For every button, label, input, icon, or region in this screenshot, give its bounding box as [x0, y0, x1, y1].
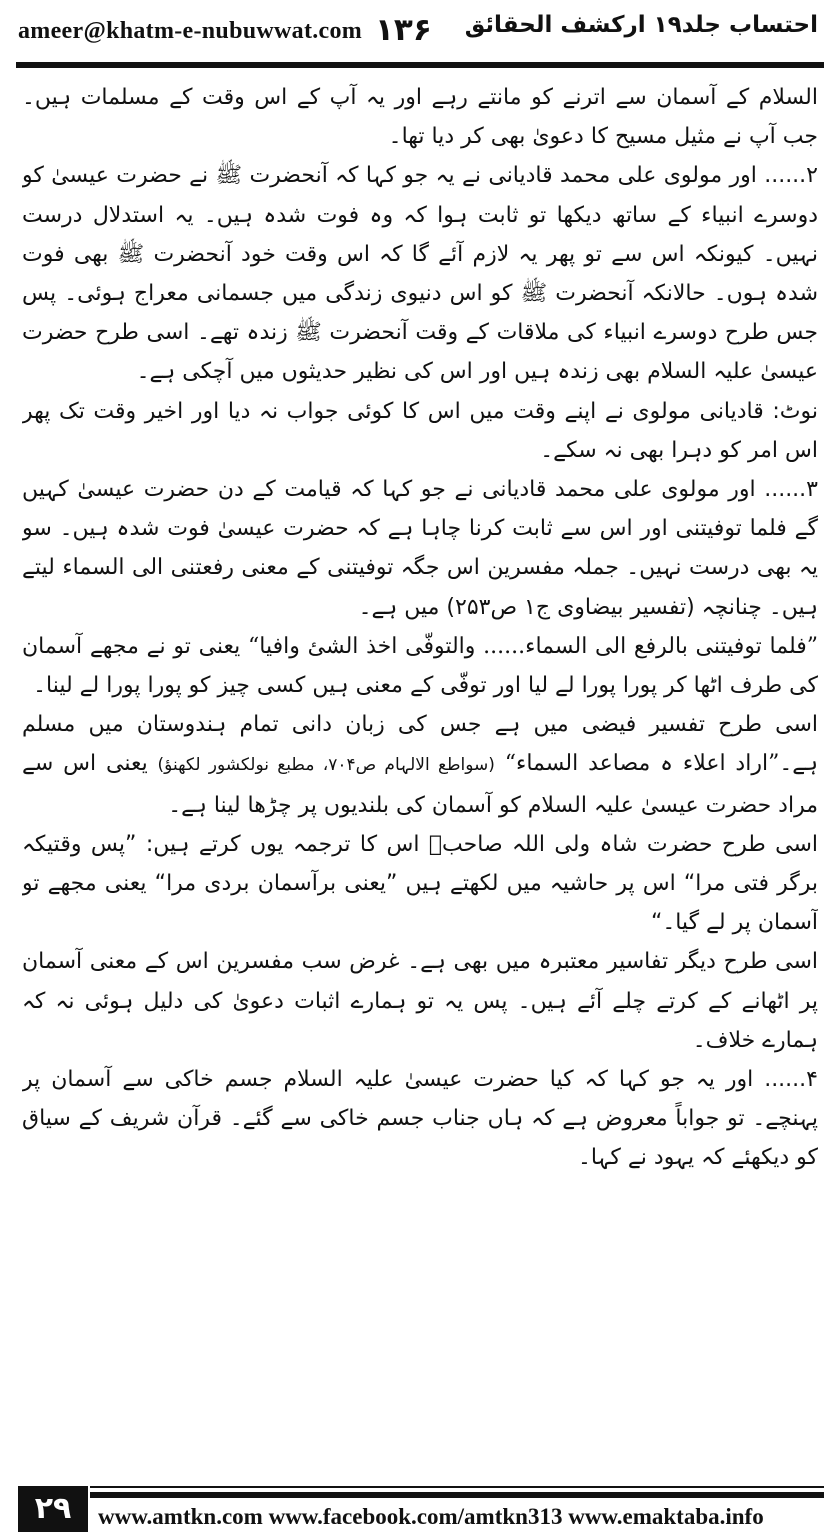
page-header — [0, 0, 840, 60]
footer-divider — [90, 1492, 824, 1498]
paragraph: ۴...... اور یہ جو کہا کہ کیا حضرت عیسیٰ علیہ السلام جسم خاکی سے آسمان پر پہنچے۔ تو جواباً معروض ہے کہ ہاں جناب جسم خاکی سے گئے۔ قرآن شریف کے سیاق کو دیکھئے کہ یہود نے کہا۔ — [22, 1067, 818, 1171]
paragraph: السلام کے آسمان سے اترنے کو مانتے رہے اور یہ آپ کے اس وقت کے مسلمات ہیں۔ جب آپ نے مثیل مسیح کا دعویٰ بھی کر دیا تھا۔ — [22, 85, 818, 150]
citation: (سواطع الالہام ص۷۰۴، مطبع نولکشور لکھنؤ) — [157, 755, 495, 776]
paragraph: ۲...... اور مولوی علی محمد قادیانی نے یہ جو کہا کہ آنحضرت ﷺ نے حضرت عیسیٰ کو دوسرے انبیاء کے ساتھ دیکھا تو ثابت ہوا کہ وہ فوت شدہ ہیں۔ یہ استدلال درست نہیں۔ کیونکہ اس سے تو پھر یہ لازم آئے گا کہ اس وقت خود آنحضرت ﷺ بھی فوت شدہ ہوں۔ حالانکہ آنحضرت ﷺ کو اس دنیوی زندگی میں جسمانی معراج ہوئی۔ پس جس طرح دوسرے انبیاء کی ملاقات کے وقت آنحضرت ﷺ زندہ تھے۔ اسی طرح حضرت عیسیٰ علیہ السلام بھی زندہ ہیں اور اس کی نظیر حدیثوں میں آچکی ہے۔ — [22, 163, 818, 385]
header-email[interactable]: ameer@khatm-e-nubuwwat.com — [18, 18, 363, 44]
text-run: یعنی تو نے مجھے آسمان کی طرف اٹھا کر پورا پورا لے لیا اور توفّی کے معنی ہیں کسی چیز کو پورا پورا لے لینا۔ — [22, 633, 818, 699]
footer-divider — [90, 1486, 824, 1488]
paragraph — [22, 470, 818, 627]
paragraph: اسی طرح حضرت شاہ ولی اللہ صاحبؒ اس کا ترجمہ یوں کرتے ہیں: ”پس وقتیکہ برگر فتی مرا“ اس پر حاشیہ میں لکھتے ہیں ”یعنی برآسمان بردی مرا“ یعنی مجھے تو آسمان پر لے گیا۔“ — [22, 831, 818, 936]
arabic-quote: فلما توفیتنی — [675, 516, 787, 542]
paragraph — [22, 705, 818, 825]
text-run: یعنی اس سے مراد حضرت عیسیٰ علیہ السلام کو آسمان کی بلندیوں پر چڑھا لینا ہے۔ — [22, 751, 818, 818]
arabic-quote: توفیتنی — [327, 555, 394, 581]
footer-page-number: ۲۹ — [18, 1486, 88, 1532]
header-divider — [16, 62, 824, 68]
quote-paragraph — [22, 627, 818, 705]
arabic-quote: رفعتنی الی السماء — [62, 555, 234, 581]
paragraph: اسی طرح دیگر تفاسیر معتبرہ میں بھی ہے۔ غرض سب مفسرین اس کے معنی آسمان پر اٹھانے کے کرتے چلے آئے ہیں۔ پس یہ تو ہمارے اثبات دعویٰ کی دلیل ہوئی نہ کہ ہمارے خلاف۔ — [22, 949, 818, 1053]
book-title: احتساب جلد۱۹ ارکشف الحقائق — [464, 12, 818, 38]
arabic-quote: ”اراد اعلاء ہ مصاعد السماء“ — [504, 751, 780, 777]
text-run: لیتے ہیں۔ چنانچہ (تفسیر بیضاوی ج۱ ص۲۵۳) میں ہے۔ — [22, 555, 818, 620]
text-run: اسی طرح تفسیر فیضی میں ہے جس کی زبان دانی تمام ہندوستان میں مسلم ہے۔ — [22, 712, 818, 777]
footer-urls[interactable]: www.amtkn.com www.facebook.com/amtkn313 www.emaktaba.info — [98, 1504, 764, 1529]
text-run: کے معنی — [233, 555, 328, 581]
note-paragraph: نوٹ: قادیانی مولوی نے اپنے وقت میں اس کا کوئی جواب نہ دیا اور اخیر وقت تک پھر اس امر کو دہرا بھی نہ سکے۔ — [22, 398, 818, 463]
page-number: ۱۳۶ — [375, 12, 432, 48]
text-run: ۳...... اور مولوی علی محمد قادیانی نے جو کہا کہ قیامت کے دن حضرت عیسیٰ کہیں گے — [22, 477, 818, 542]
arabic-quote: ”فلما توفیتنی بالرفع الی السماء...... والتوفّی اخذ الشئ وافیا“ — [248, 633, 818, 659]
text-run: اور اس سے ثابت کرنا چاہا ہے کہ حضرت عیسیٰ فوت شدہ ہیں۔ سو یہ بھی درست نہیں۔ جملہ مفسرین اس جگہ — [22, 516, 818, 581]
page-body — [22, 78, 818, 1463]
